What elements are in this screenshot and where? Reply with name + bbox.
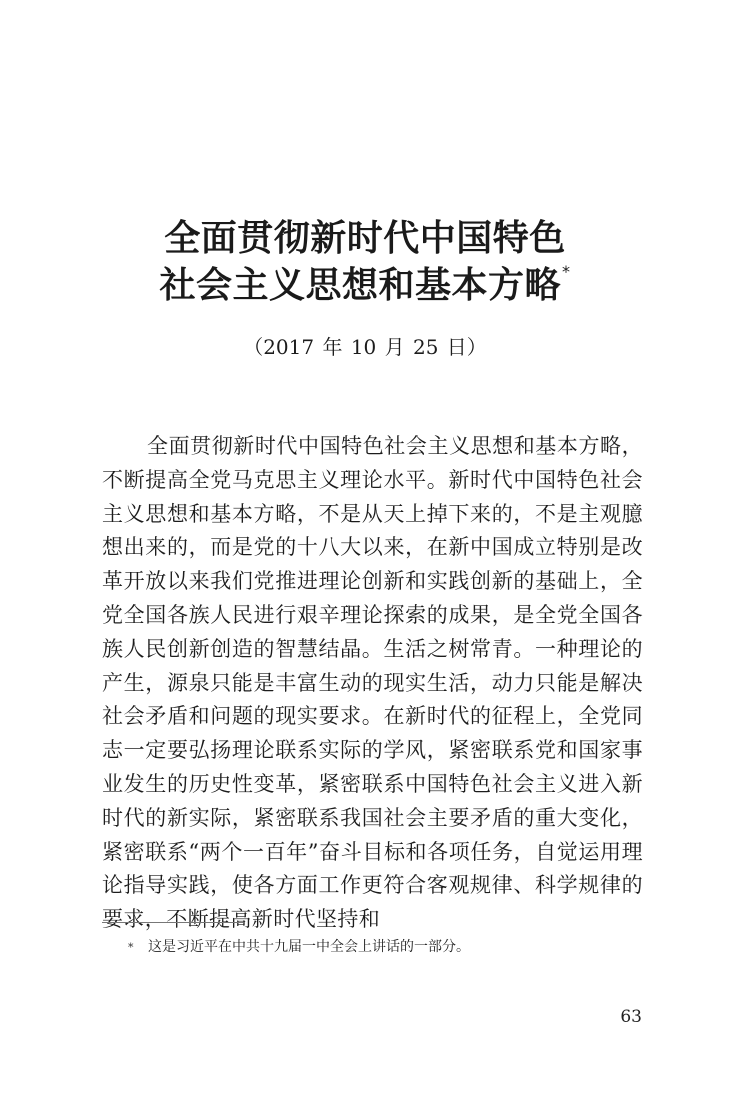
- body-paragraph: 全面贯彻新时代中国特色社会主义思想和基本方略，不断提高全党马克思主义理论水平。新时代中国特色社会主义思想和基本方略，不是从天上掉下来的，不是主观臆想出来的，而是党的十八大以来，在新中国成立特别是改革开放以来我们党推进理论创新和实践创新的基础上，全党全国各族人民进行艰辛理论探索的成果，是全党全国各族人民创新创造的智慧结晶。生活之树常青。一种理论的产生，源泉只能是丰富生动的现实生活，动力只能是解决社会矛盾和问题的现实要求。在新时代的征程上，全党同志一定要弘扬理论联系实际的学风，紧密联系党和国家事业发生的历史性变革，紧密联系中国特色社会主义进入新时代的新实际，紧密联系我国社会主要矛盾的重大变化，紧密联系“两个一百年”奋斗目标和各项任务，自觉运用理论指导实践，使各方面工作更符合客观规律、科学规律的要求，不断提高新时代坚持和: [102, 434, 643, 932]
- footnote: [128, 938, 470, 957]
- footnote-divider: [102, 922, 243, 923]
- page-number: 63: [620, 1007, 642, 1027]
- footnote-reference-marker: *: [562, 262, 571, 281]
- speech-date: （2017 年 10 月 25 日）: [243, 335, 487, 359]
- page-title-line-2: [0, 262, 730, 306]
- footnote-text: 这是习近平在中共十九届一中全会上讲话的一部分。: [148, 939, 470, 955]
- footnote-asterisk: *: [128, 941, 134, 954]
- title-text-line-2: 社会主义思想和基本方略: [159, 265, 561, 306]
- page-title-line-1: [0, 218, 730, 259]
- title-text-line-1: 全面贯彻新时代中国特色: [164, 218, 566, 259]
